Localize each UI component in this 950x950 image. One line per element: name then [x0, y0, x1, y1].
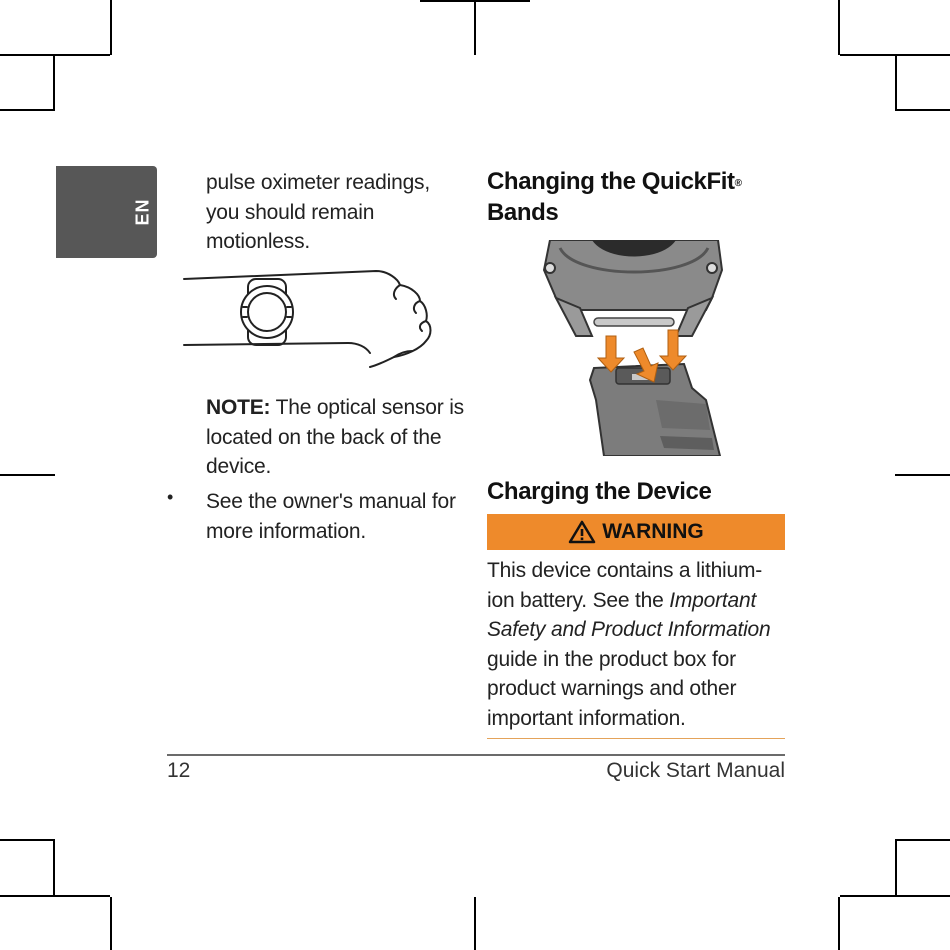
- crop-mark: [897, 839, 950, 841]
- page-number: 12: [167, 759, 191, 782]
- note-label: NOTE:: [206, 396, 271, 419]
- registered-mark: ®: [734, 178, 742, 189]
- note-paragraph: [206, 393, 466, 482]
- crop-mark: [474, 0, 476, 55]
- warning-banner: [487, 514, 785, 550]
- note-text: The optical sensor is located on the back of the device.: [206, 396, 464, 478]
- crop-mark: [838, 0, 840, 55]
- bullet-text: See the owner's manual for more information.: [206, 490, 456, 543]
- crop-mark: [838, 897, 840, 950]
- warning-text-part-1: This device contains a lithium-ion battery. See the: [487, 559, 763, 612]
- warning-end-rule: [487, 738, 785, 739]
- pulse-ox-text: pulse oximeter readings, you should remain motionless.: [206, 171, 430, 253]
- warning-label: WARNING: [602, 520, 704, 543]
- warning-text-part-2: guide in the product box for product warnings and other important information.: [487, 647, 737, 730]
- crop-mark: [895, 474, 950, 476]
- crop-mark: [53, 56, 55, 111]
- wrist-watch-illustration: [180, 265, 470, 370]
- crop-mark: [895, 839, 897, 896]
- warning-text-italic: Important Safety and Product Information: [487, 588, 771, 641]
- crop-mark: [474, 897, 476, 950]
- crop-mark: [0, 474, 55, 476]
- warning-triangle-icon: [568, 520, 596, 544]
- warning-text: [487, 556, 787, 733]
- heading-changing-bands: [487, 166, 787, 228]
- heading-charging-device: Charging the Device: [487, 478, 712, 505]
- language-tab-label: EN: [132, 198, 153, 226]
- crop-mark: [0, 109, 53, 111]
- footer-title: Quick Start Manual: [606, 759, 785, 782]
- crop-mark: [0, 839, 53, 841]
- crop-mark: [840, 895, 950, 897]
- footer-rule: [167, 754, 785, 756]
- crop-mark: [110, 897, 112, 950]
- crop-mark: [895, 56, 897, 111]
- bullet-icon: •: [167, 487, 174, 507]
- heading-bands-end: Bands: [487, 199, 559, 226]
- crop-mark: [53, 839, 55, 896]
- crop-mark: [0, 895, 110, 897]
- crop-mark: [110, 0, 112, 55]
- crop-mark: [897, 109, 950, 111]
- quickfit-band-illustration: [536, 240, 732, 456]
- heading-bands-main: Changing the QuickFit: [487, 168, 735, 195]
- crop-mark: [0, 54, 110, 56]
